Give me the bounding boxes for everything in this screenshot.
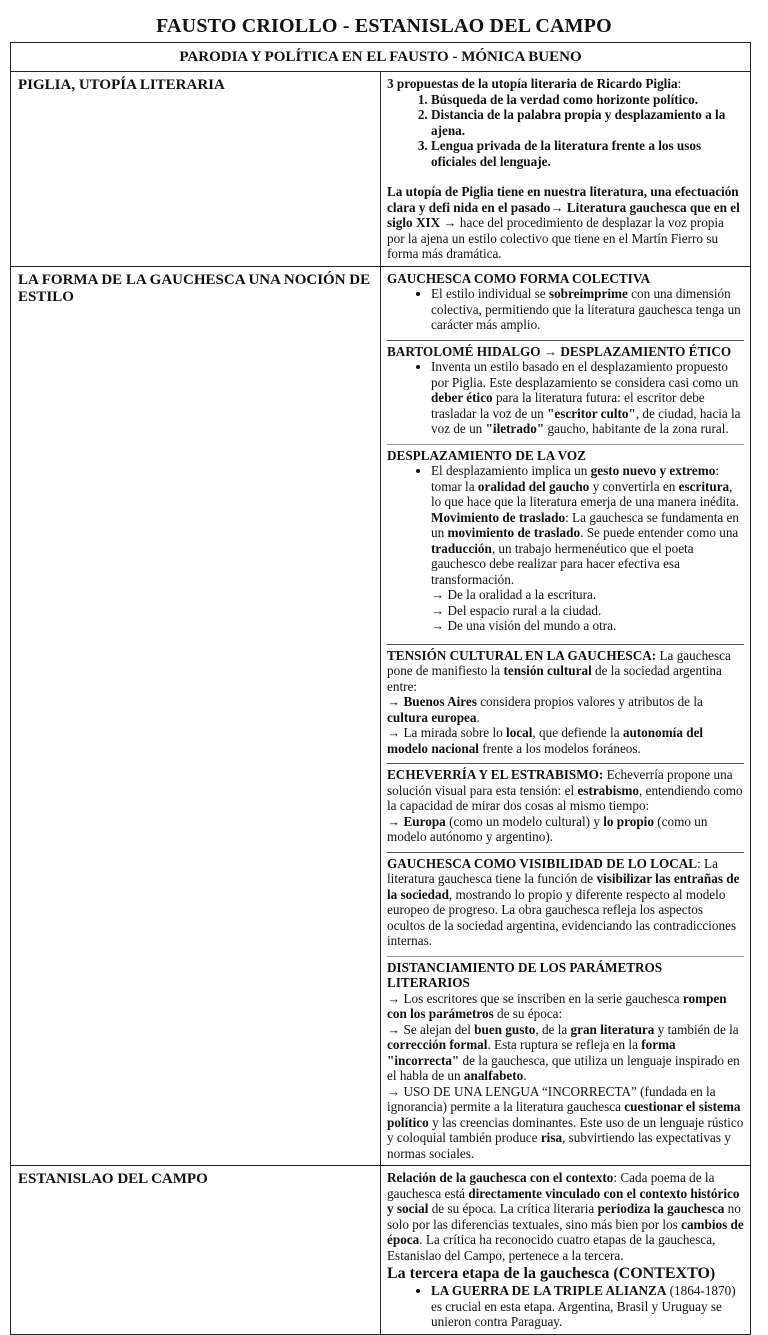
piglia-paragraph: La utopía de Piglia tiene en nuestra literatura, una efectuación clara y defi nida en el pasado→ Literatura gauchesca que en el siglo XIX → hace del procedimiento de desplazar la voz propia por la ajena un estilo colectivo que tiene en el Martín Fierro su forma más dramática.	[387, 184, 740, 261]
list-item: 3. Lengua privada de la literatura frente a los usos oficiales del lenguaje.	[431, 138, 744, 169]
section-desplazamiento-voz	[387, 445, 744, 638]
table-header: PARODIA Y POLÍTICA EN EL FAUSTO - MÓNICA BUENO	[11, 43, 751, 72]
section-echeverria: ECHEVERRÍA Y EL ESTRABISMO: Echeverría propone una solución visual para esta tensión: el estrabismo, entendiendo como la capacidad de mirar dos cosas al mismo tiempo: → Europa (como un modelo cultural) y lo propio (como un modelo autónomo y argentino).	[387, 767, 743, 844]
section-heading: GAUCHESCA COMO VISIBILIDAD DE LO LOCAL	[387, 855, 698, 871]
section-distanciamiento: DISTANCIAMIENTO DE LOS PARÁMETROS LITERARIOS → Los escritores que se inscriben en la serie gauchesca rompen con los parámetros de su época: → Se alejan del buen gusto, de la gran literatura y también de la corrección formal. Esta ruptura se refleja en la forma "incorrecta" de la gauchesca, que utiliza un lenguaje inspirado en el habla de un analfabeto. → USO DE UNA LENGUA “INCORRECTA” (fundada en la ignorancia) permite a la literatura gauchesca cuestionar el sistema político y las creencias dominantes. Este uso de un lenguaje rústico y coloquial también produce risa, subvirtiendo las expectativas y normas sociales.	[387, 959, 744, 1161]
section-heading: DISTANCIAMIENTO DE LOS PARÁMETROS LITERARIOS	[387, 959, 663, 990]
arrow-line: → Del espacio rural a la ciudad.	[431, 602, 602, 618]
section-visibilidad-local: GAUCHESCA COMO VISIBILIDAD DE LO LOCAL: La literatura gauchesca tiene la función de visibilizar las entrañas de la sociedad, mostrando lo propio y diferente respecto al modelo europeo de progreso. La obra gauchesca refleja los aspectos ocultos de la sociedad argentina, evidenciando las contradicciones internas.	[387, 855, 740, 948]
list-item: • LA GUERRA DE LA TRIPLE ALIANZA (1864-1870) es crucial en esta etapa. Argentina, Brasil y Uruguay se unieron contra Paraguay.	[431, 1283, 744, 1330]
section-heading: BARTOLOMÉ HIDALGO → DESPLAZAMIENTO ÉTICO	[387, 343, 732, 359]
row-label-estanislao: ESTANISLAO DEL CAMPO	[11, 1166, 381, 1335]
list-item: • El desplazamiento implica un gesto nuevo y extremo: tomar la oralidad del gaucho y convertirla en escritura, lo que hace que la literatura emerja de una manera inédita. Movimiento de traslado: La gauchesca se fundamenta en un movimiento de traslado. Se puede entender como una traducción, un trabajo hermenéutico que el poeta gauchesco debe realizar para hacer efectiva esa transformación. → De la oralidad a la escritura. → Del espacio rural a la ciudad. → De una visión del mundo a otra.	[431, 463, 744, 634]
row-content-piglia: 3 propuestas de la utopía literaria de Ricardo Piglia: 1. Búsqueda de la verdad como horizonte político. 2. Distancia de la palabra propia y desplazamiento a la ajena. 3. Lengua privada de la literatura frente a los usos oficiales del lenguaje. La utopía de Piglia tiene en nuestra literatura, una efectuación clara y defi nida en el pasado→ Literatura gauchesca que en el siglo XIX → hace del procedimiento de desplazar la voz propia por la ajena un estilo colectivo que tiene en el Martín Fierro su forma más dramática.	[381, 72, 751, 267]
list-item: 2. Distancia de la palabra propia y desplazamiento a la ajena.	[431, 107, 744, 138]
section-heading: ECHEVERRÍA Y EL ESTRABISMO:	[387, 767, 604, 782]
table-row-forma-gauchesca	[11, 266, 751, 1166]
arrow-line: → De una visión del mundo a otra.	[431, 618, 617, 633]
row-label-piglia: PIGLIA, UTOPÍA LITERARIA	[11, 72, 381, 267]
summary-table	[10, 42, 751, 1335]
row-label-forma-gauchesca: LA FORMA DE LA GAUCHESCA UNA NOCIÓN DE ESTILO	[11, 266, 381, 1166]
section-forma-colectiva	[387, 267, 744, 337]
section-tension-cultural: TENSIÓN CULTURAL EN LA GAUCHESCA: La gauchesca pone de manifiesto la tensión cultural de la sociedad argentina entre: → Buenos Aires considera propios valores y atributos de la cultura europea. → La mirada sobre lo local, que defiende la autonomía del modelo nacional frente a los modelos foráneos.	[387, 647, 731, 756]
piglia-proposals-list	[387, 92, 744, 170]
section-heading: La tercera etapa de la gauchesca (CONTEXTO)	[387, 1265, 716, 1282]
table-row-estanislao	[11, 1166, 751, 1335]
list-item: 1. Búsqueda de la verdad como horizonte político.	[431, 92, 744, 108]
estanislao-paragraph: Relación de la gauchesca con el contexto: Cada poema de la gauchesca está directamente vinculado con el contexto histórico y social de su época. La crítica literaria periodiza la gauchesca no solo por las diferencias textuales, sino más bien por los cambios de época. La crítica ha reconocido cuatro etapas de la gauchesca, Estanislao del Campo, pertenece a la tercera.	[387, 1170, 744, 1263]
document-title: FAUSTO CRIOLLO - ESTANISLAO DEL CAMPO	[156, 15, 612, 37]
section-heading: DESPLAZAMIENTO DE LA VOZ	[387, 447, 586, 463]
list-item: • El estilo individual se sobreimprime con una dimensión colectiva, permitiendo que la literatura gauchesca tenga un carácter más amplio.	[431, 286, 744, 333]
section-heading: TENSIÓN CULTURAL EN LA GAUCHESCA:	[387, 647, 657, 663]
list-item: • Inventa un estilo basado en el desplazamiento propuesto por Piglia. Este desplazamiento se considera casi como un deber ético para la literatura futura: el escritor debe trasladar la voz de un "escritor culto", de ciudad, hacia la voz de un "iletrado" gaucho, habitante de la zona rural.	[431, 359, 744, 437]
section-bartolome-hidalgo	[387, 341, 744, 441]
arrow-line: → De la oralidad a la escritura.	[431, 587, 597, 602]
table-row-piglia	[11, 72, 751, 267]
piglia-intro: 3 propuestas de la utopía literaria de Ricardo Piglia	[387, 76, 678, 91]
section-heading: GAUCHESCA COMO FORMA COLECTIVA	[387, 270, 651, 286]
row-content-estanislao	[381, 1166, 751, 1335]
row-content-forma-gauchesca	[381, 266, 751, 1166]
